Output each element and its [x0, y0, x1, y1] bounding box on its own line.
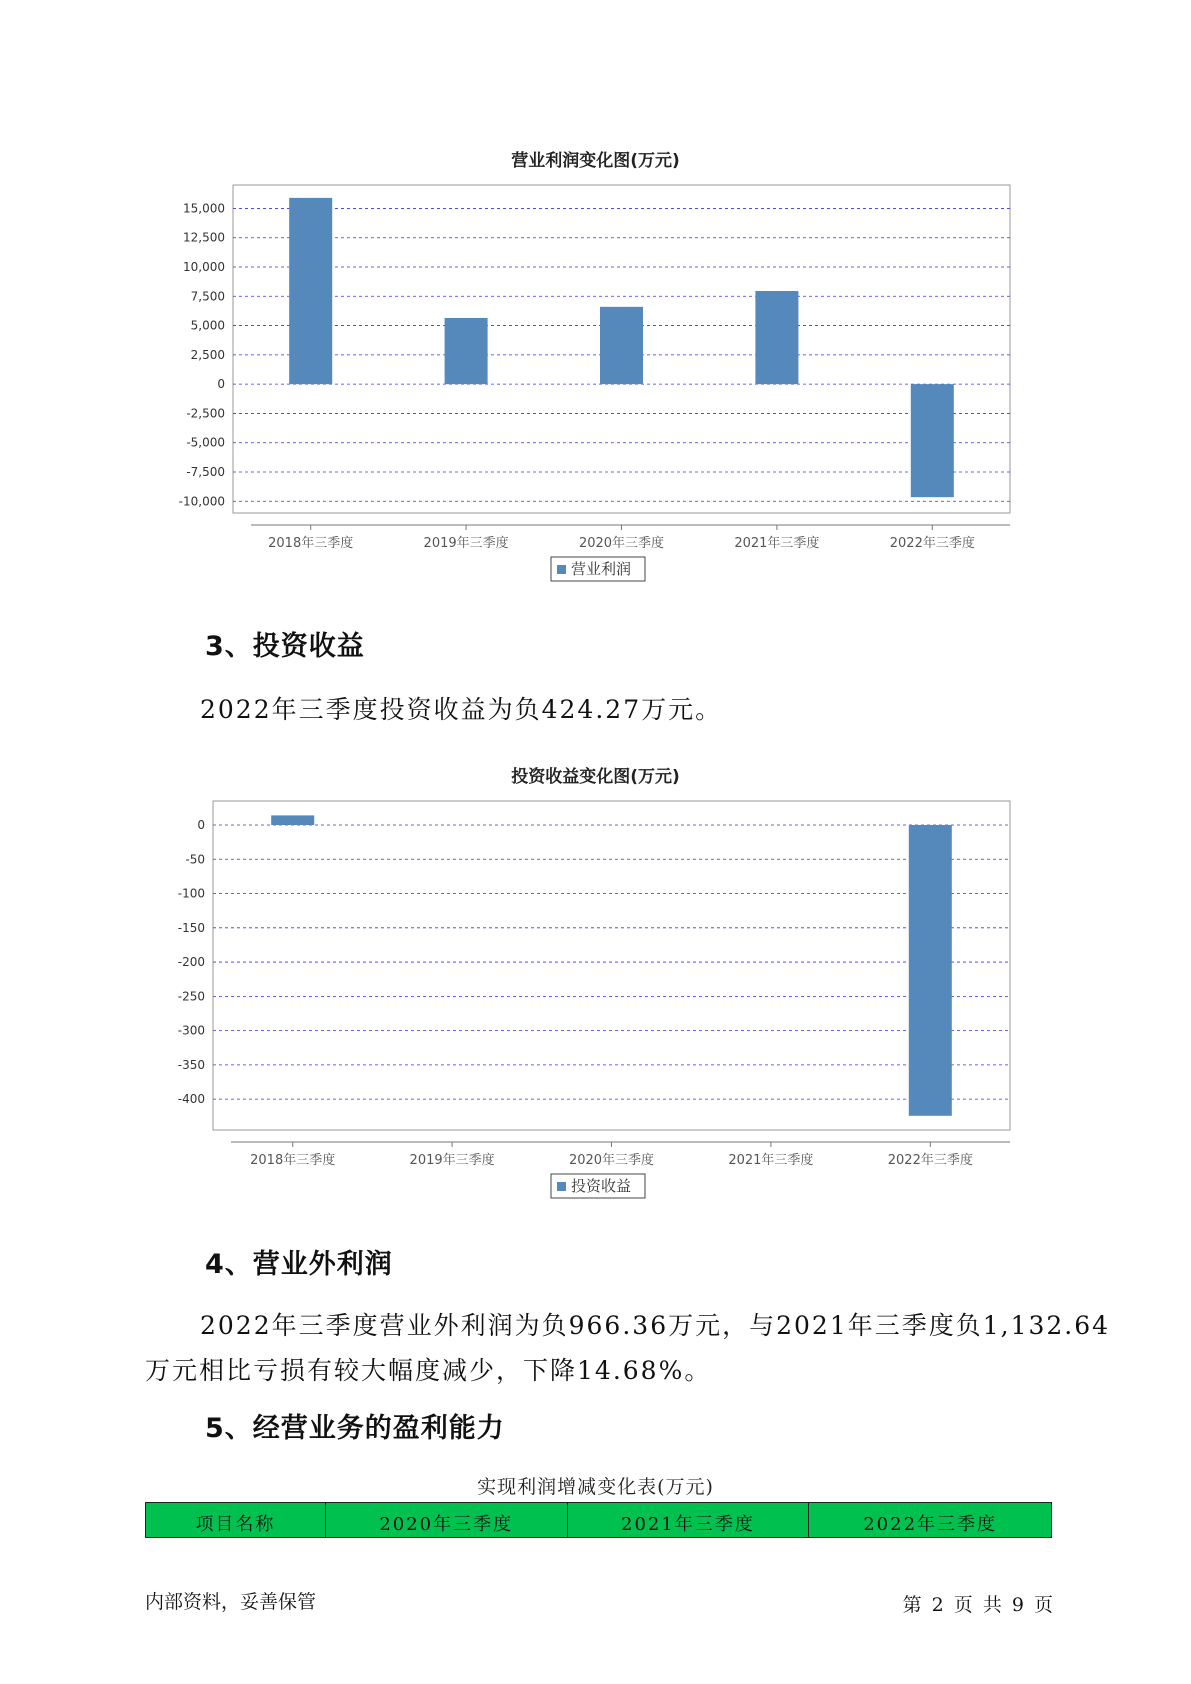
x-tick-label: 2020年三季度 [578, 536, 665, 551]
y-tick-label: 15,000 [183, 201, 225, 216]
legend-label: 营业利润 [571, 560, 632, 578]
section-4-text-line1: 2022年三季度营业外利润为负966.36万元，与2021年三季度负1,132.64 [200, 1311, 1111, 1340]
y-tick-label: 0 [197, 817, 205, 832]
x-tick-label: 2021年三季度 [734, 536, 820, 551]
x-tick-label: 2018年三季度 [268, 536, 354, 551]
y-tick-label: -2,500 [186, 406, 225, 421]
section-4-text-line2: 万元相比亏损有较大幅度减少，下降14.68%。 [145, 1356, 712, 1385]
x-tick-label: 2022年三季度 [887, 1153, 973, 1168]
table-header-cell: 项目名称 [146, 1503, 326, 1538]
bar [909, 825, 952, 1116]
x-tick-label: 2019年三季度 [423, 536, 509, 551]
y-tick-label: -7,500 [186, 465, 225, 479]
legend-swatch [557, 1182, 566, 1191]
y-tick-label: -400 [177, 1092, 205, 1107]
bar [271, 815, 314, 825]
y-tick-label: -300 [177, 1023, 205, 1038]
chart2-title: 投资收益变化图(万元) [511, 767, 680, 787]
y-tick-label: -250 [177, 989, 205, 1004]
y-tick-label: -150 [177, 920, 205, 935]
y-tick-label: 7,500 [190, 289, 225, 304]
x-tick-label: 2021年三季度 [728, 1153, 814, 1168]
section-4-heading: 4、营业外利润 [205, 1249, 393, 1280]
x-tick-label: 2019年三季度 [409, 1153, 495, 1168]
section-5-heading: 5、经营业务的盈利能力 [205, 1413, 505, 1444]
y-tick-label: -200 [177, 955, 205, 970]
y-tick-label: -5,000 [186, 435, 225, 450]
y-tick-label: 2,500 [190, 347, 225, 362]
y-tick-label: 12,500 [183, 230, 225, 245]
y-tick-label: 5,000 [190, 318, 225, 333]
table-header-cell: 2020年三季度 [325, 1503, 567, 1538]
x-tick-label: 2018年三季度 [250, 1153, 336, 1168]
x-tick-label: 2022年三季度 [889, 536, 975, 551]
legend-label: 投资收益 [571, 1177, 632, 1195]
section-3-text: 2022年三季度投资收益为负424.27万元。 [200, 695, 723, 724]
profit-change-table [145, 1502, 1052, 1538]
x-tick-label: 2020年三季度 [568, 1153, 655, 1168]
table-header-cell: 2021年三季度 [567, 1503, 809, 1538]
y-tick-label: -350 [177, 1057, 205, 1072]
table-header-cell: 2022年三季度 [809, 1503, 1052, 1538]
chart1-title: 营业利润变化图(万元) [511, 151, 680, 171]
plot-area [213, 801, 1010, 1130]
table-title: 实现利润增减变化表(万元) [477, 1476, 714, 1498]
table-header-row [146, 1503, 1052, 1538]
footer-confidential: 内部资料，妥善保管 [145, 1591, 317, 1613]
section-3-heading: 3、投资收益 [205, 631, 365, 662]
y-tick-label: -10,000 [178, 494, 225, 509]
y-tick-label: 10,000 [183, 260, 225, 274]
y-tick-label: -100 [177, 886, 205, 901]
footer-page-number: 第 2 页 共 9 页 [902, 1594, 1053, 1616]
y-tick-label: 0 [217, 377, 225, 392]
y-tick-label: -50 [185, 852, 205, 867]
